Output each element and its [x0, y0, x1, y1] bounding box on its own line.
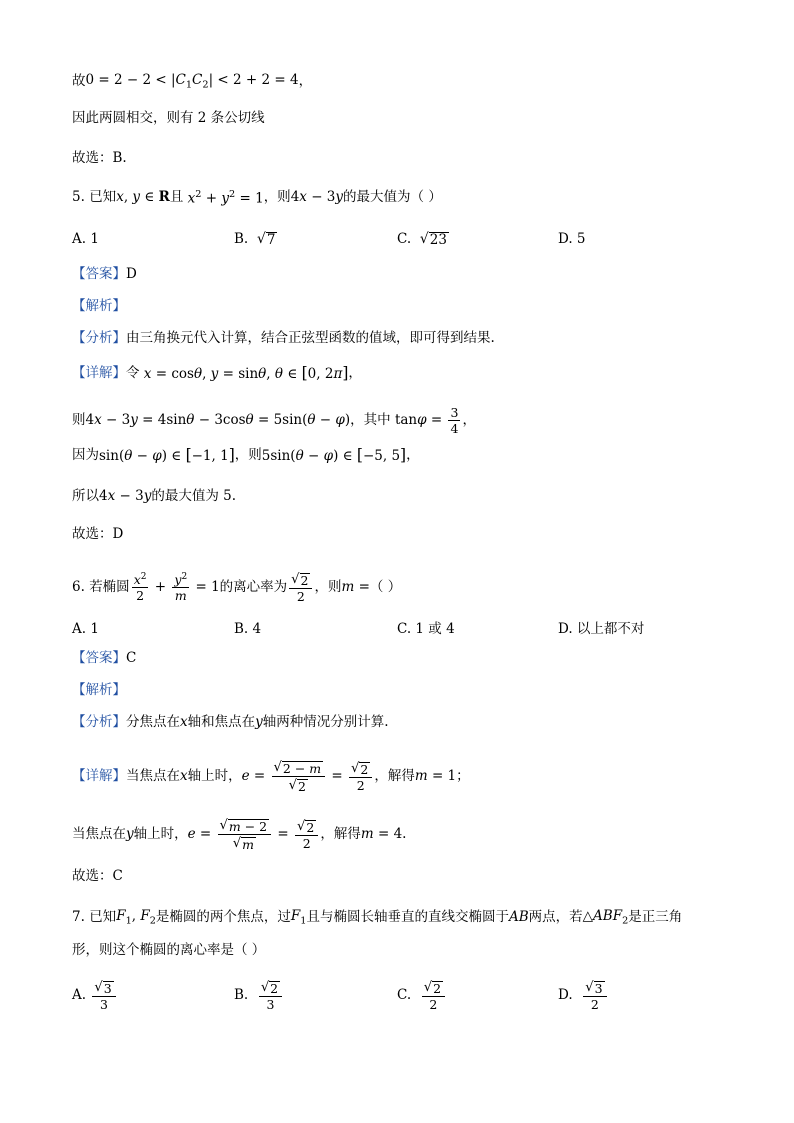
text: 分焦点在	[126, 714, 180, 730]
text: 由三角换元代入计算，结合正弦型函数的值域，即可得到结果.	[126, 330, 495, 346]
math-circle: $x^2 + y^2 = 1$	[187, 189, 264, 207]
answer-tag: 【答案】	[72, 650, 126, 666]
text: 当焦点在	[72, 825, 126, 842]
answer-tag: 【答案】	[72, 266, 126, 282]
options-7	[72, 980, 722, 1020]
option-label: C.	[397, 986, 412, 1003]
text: 故	[72, 73, 86, 90]
step-5-3	[72, 490, 236, 504]
frac-sqrt3-3: √ 3 3	[92, 980, 115, 1011]
math-ab: AB	[508, 909, 529, 926]
fenxi-5	[72, 332, 495, 346]
question-7	[72, 910, 682, 926]
step-5-1	[72, 406, 476, 435]
math-range-sin: sin(θ − φ) ∈ [−1, 1]	[99, 446, 235, 464]
sqrt-23: √ 23	[419, 231, 447, 249]
option-b: B. 4	[234, 621, 262, 638]
text: 的最大值为（ ）	[343, 189, 442, 206]
option-label: B.	[234, 986, 249, 1003]
text: 已知	[89, 909, 117, 926]
text: 故选：B.	[72, 150, 127, 166]
text: 轴上时，	[187, 767, 242, 784]
option-label: B.	[234, 231, 249, 248]
frac-sqrt3-2: √ 3 2	[583, 980, 606, 1011]
text: 是正三角	[628, 909, 683, 926]
math-y: y	[126, 825, 134, 842]
text: 轴两种情况分别计算.	[262, 714, 389, 730]
text: 的最大值为 5.	[151, 488, 237, 504]
line-select-b	[72, 152, 127, 166]
question-number: 5.	[72, 189, 85, 206]
text: ，	[406, 447, 420, 464]
options-6	[72, 620, 722, 640]
xiangjie-6a	[72, 760, 470, 793]
jiexi-6	[72, 684, 126, 698]
text: ，则	[234, 447, 262, 464]
select-6	[72, 870, 123, 884]
text: 则	[72, 411, 86, 428]
jiexi-5	[72, 300, 126, 314]
option-d: D. 5	[558, 231, 586, 248]
xiangjie-tag: 【详解】	[72, 767, 126, 784]
question-number: 6.	[72, 578, 85, 595]
text: ，	[462, 411, 476, 428]
line-inequality	[72, 74, 312, 90]
text: 因为	[72, 447, 99, 464]
option-d	[558, 980, 609, 1011]
text: ，则	[314, 578, 342, 595]
text: 所以	[72, 488, 99, 504]
math-substitution: x = cosθ, y = sinθ, θ ∈ [0, 2π]	[143, 364, 349, 382]
text: 轴上时，	[133, 825, 188, 842]
math-y: y	[255, 714, 263, 730]
text: 令	[126, 365, 140, 382]
text: 两点，若	[528, 909, 583, 926]
text: 因此两圆相交，则有 2 条公切线	[72, 110, 265, 126]
math-x: x	[180, 714, 188, 730]
jiexi-tag: 【解析】	[72, 298, 126, 314]
math-x: x	[180, 767, 188, 784]
math-expand: 4x − 3y = 4sinθ − 3cosθ = 5sin(θ − φ)	[85, 411, 351, 428]
radicand: 23	[429, 232, 447, 249]
xiangjie-5	[72, 366, 362, 382]
option-d: D. 以上都不对	[558, 621, 645, 638]
select-5	[72, 528, 123, 542]
text: 的离心率为	[219, 578, 288, 595]
question-5	[72, 190, 442, 206]
option-label: C.	[397, 231, 412, 248]
answer-6	[72, 652, 136, 666]
math-ecc: √ 2 2	[287, 572, 314, 603]
math-e-case1: e = √ 2 − m √ 2 = √ 2 2	[242, 760, 375, 793]
fenxi-6	[72, 716, 389, 730]
math-m4: m = 4	[360, 825, 403, 842]
math-ellipse: $\frac{x^2}{2}$ + $\frac{y^2}{m}$ = 1	[133, 572, 220, 604]
sqrt-7: √ 7	[256, 231, 276, 249]
option-a: A. 1	[72, 231, 99, 248]
text: ，解得	[374, 767, 415, 784]
text: 若椭圆	[89, 578, 130, 595]
text: ，则	[263, 189, 291, 206]
option-c	[397, 232, 449, 247]
xiangjie-tag: 【详解】	[72, 365, 126, 382]
text: 形，则这个椭圆的离心率是（ ）	[72, 942, 266, 958]
option-label: D.	[558, 986, 573, 1003]
text: 已知	[89, 189, 117, 206]
fenxi-tag: 【分析】	[72, 330, 126, 346]
question-6	[72, 572, 401, 603]
text: 且与椭圆长轴垂直的直线交椭圆于	[306, 909, 509, 926]
math-f1f2: $F_1$, $F_2$	[116, 908, 156, 927]
text: 当焦点在	[126, 767, 180, 784]
math-xy-in-r: x, y ∈ R	[116, 189, 170, 206]
option-label: A.	[72, 986, 87, 1003]
answer-5	[72, 268, 137, 282]
option-a	[72, 980, 118, 1011]
option-c: C. 1 或 4	[397, 621, 455, 638]
question-7-line2	[72, 944, 265, 958]
math-4x-3y: 4x − 3y	[290, 189, 344, 206]
frac-sqrt2-2: √ 2 2	[422, 980, 445, 1011]
math-inequality: $0 = 2 - 2 < |C_1C_2| < 2 + 2 = 4$	[85, 72, 299, 91]
math-e-case2: e = √ m − 2 √ m = √ 2 2	[188, 818, 321, 851]
text: ，	[298, 73, 313, 90]
options-5	[72, 230, 722, 250]
option-a: A. 1	[72, 621, 99, 638]
text: 且	[169, 189, 184, 206]
text: ；	[456, 767, 470, 784]
text: ，其中	[350, 411, 391, 428]
text: 轴和焦点在	[187, 714, 256, 730]
math-range-5sin: 5sin(θ − φ) ∈ [−5, 5]	[261, 446, 407, 464]
question-number: 7.	[72, 909, 85, 926]
text: 故选：D	[72, 526, 124, 542]
math-m1: m = 1	[414, 767, 457, 784]
answer-value: C	[126, 650, 137, 666]
frac-sqrt2-3: √ 2 3	[259, 980, 282, 1011]
option-b	[234, 232, 277, 247]
line-tangent	[72, 112, 265, 126]
xiangjie-6b	[72, 818, 406, 851]
math-triangle: $\triangle ABF_2$	[582, 908, 629, 927]
math-tan: tanφ = $\frac{3}{4}$	[390, 405, 459, 437]
jiexi-tag: 【解析】	[72, 682, 126, 698]
fenxi-tag: 【分析】	[72, 714, 126, 730]
text: 故选：C	[72, 868, 123, 884]
math-m-eq: m =	[341, 578, 370, 595]
text: ，	[348, 365, 362, 382]
radicand: 7	[266, 232, 276, 249]
math-4x-3y: 4x − 3y	[99, 488, 152, 504]
math-f1: $F_1$	[290, 908, 307, 927]
text: ，解得	[320, 825, 361, 842]
step-5-2	[72, 448, 420, 464]
text: （ ）	[369, 578, 402, 595]
text: 是椭圆的两个焦点，过	[155, 909, 291, 926]
option-b	[234, 980, 284, 1011]
text: .	[402, 825, 407, 842]
option-c	[397, 980, 447, 1011]
answer-value: D	[126, 266, 137, 282]
